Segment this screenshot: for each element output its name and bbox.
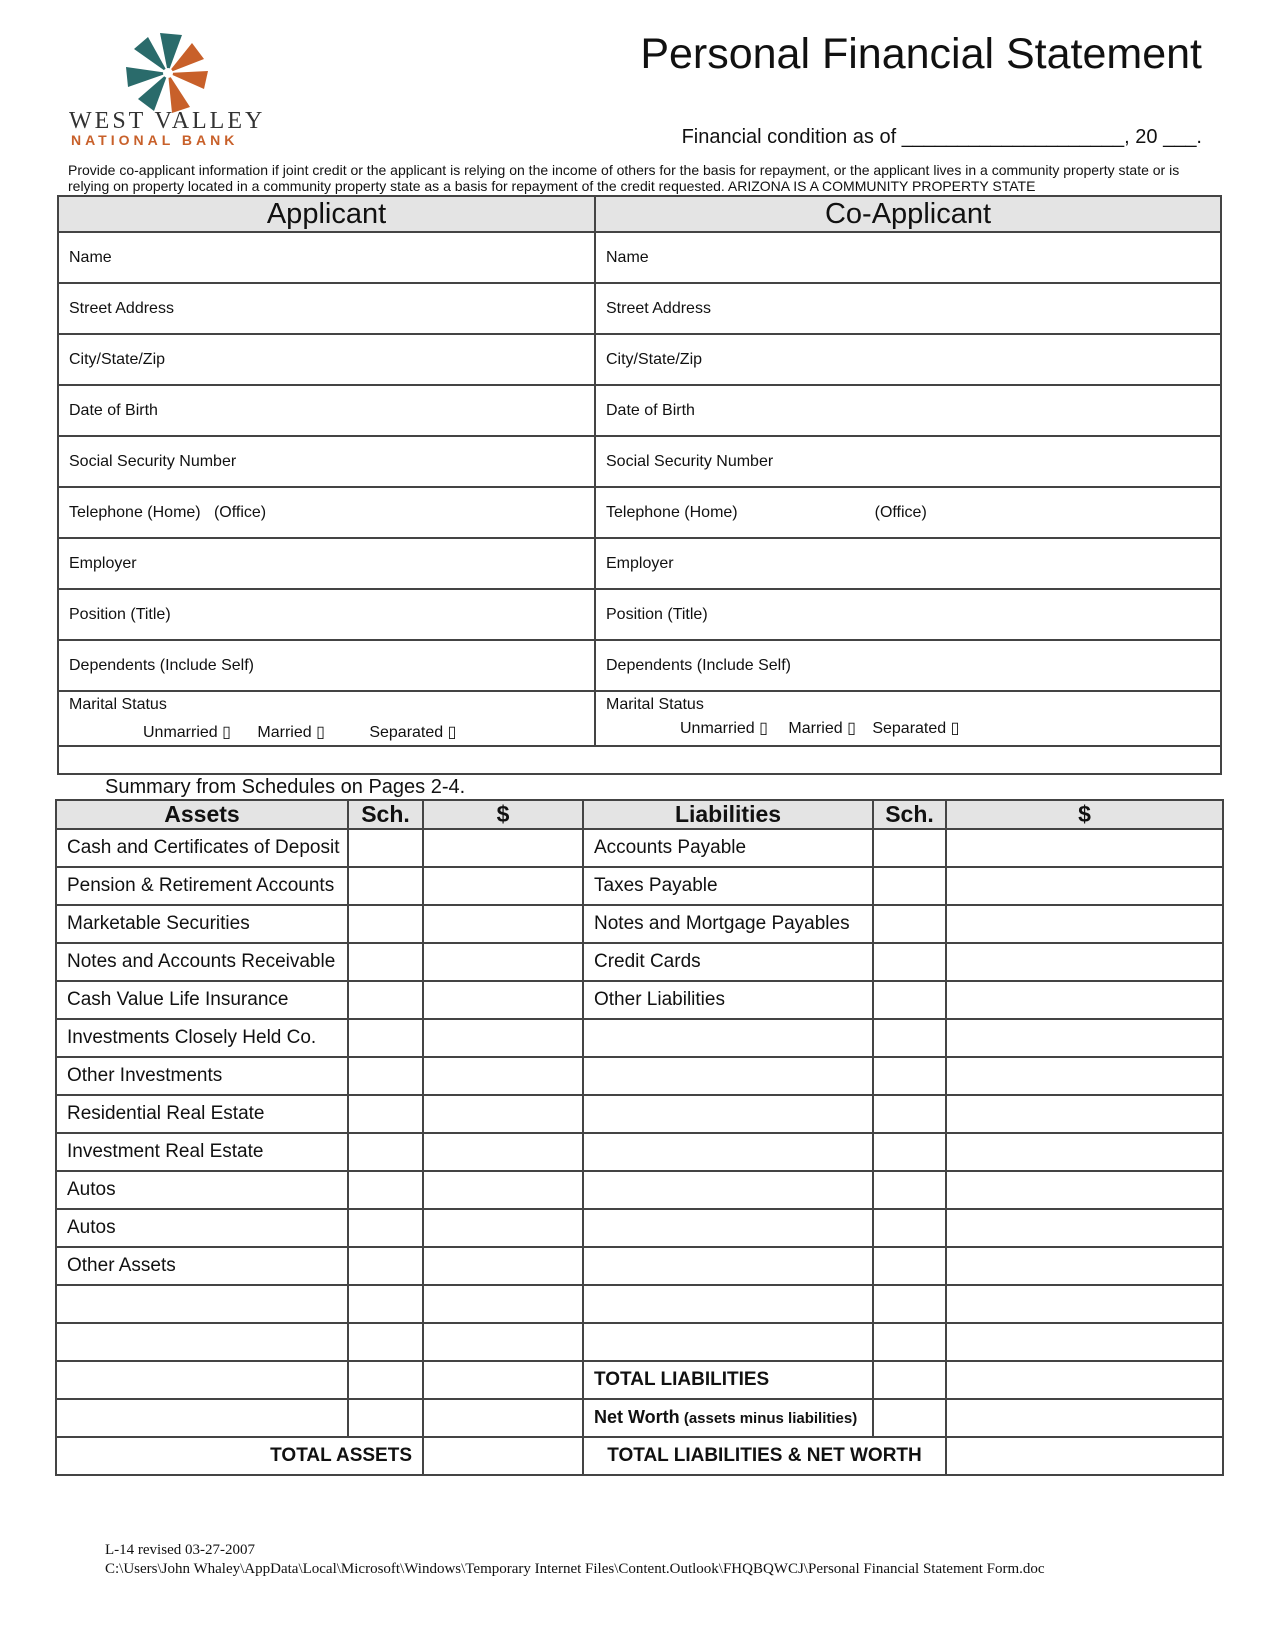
asset-label bbox=[56, 1323, 348, 1361]
logo-line1: WEST VALLEY bbox=[69, 108, 266, 134]
applicant-phone-field[interactable]: Telephone (Home) (Office) bbox=[58, 487, 595, 538]
liability-label: Other Liabilities bbox=[583, 981, 873, 1019]
liability-amount-cell[interactable] bbox=[946, 981, 1223, 1019]
liability-sch-cell[interactable] bbox=[873, 1323, 946, 1361]
asset-label: Cash and Certificates of Deposit bbox=[56, 829, 348, 867]
asset-sch-cell[interactable] bbox=[348, 1019, 423, 1057]
coapplicant-office-label: (Office) bbox=[874, 503, 927, 521]
total-assets-amount[interactable] bbox=[423, 1437, 583, 1475]
liability-sch-cell[interactable] bbox=[873, 1019, 946, 1057]
asset-label: Notes and Accounts Receivable bbox=[56, 943, 348, 981]
intro-paragraph: Provide co-applicant information if joint credit or the applicant is relying on the income of others for the basis for repayment, or the applicant lives in a community property state or is relying on property located in a community property state as a basis for repayment of the credit requested. ARIZONA IS A COMMUNITY PROPERTY STATE bbox=[68, 162, 1180, 194]
applicant-position-field[interactable]: Position (Title) bbox=[58, 589, 595, 640]
liability-label bbox=[583, 1019, 873, 1057]
asset-sch-cell[interactable] bbox=[348, 981, 423, 1019]
liability-sch-cell[interactable] bbox=[873, 867, 946, 905]
asset-amount-cell[interactable] bbox=[423, 1209, 583, 1247]
asset-sch-cell[interactable] bbox=[348, 829, 423, 867]
table-row bbox=[56, 1209, 1223, 1247]
applicant-ssn-field[interactable]: Social Security Number bbox=[58, 436, 595, 487]
liability-label: Accounts Payable bbox=[583, 829, 873, 867]
asset-amount-cell[interactable] bbox=[423, 1095, 583, 1133]
page-title: Personal Financial Statement bbox=[640, 30, 1202, 78]
table-row bbox=[56, 829, 1223, 867]
liability-amount-cell[interactable] bbox=[946, 1247, 1223, 1285]
coapplicant-married-checkbox[interactable]: Married ▯ bbox=[788, 720, 856, 737]
asset-label: Pension & Retirement Accounts bbox=[56, 867, 348, 905]
total-liabilities-label: TOTAL LIABILITIES bbox=[583, 1361, 873, 1399]
liability-sch-cell[interactable] bbox=[873, 1361, 946, 1399]
asset-amount-cell[interactable] bbox=[423, 943, 583, 981]
asset-sch-cell[interactable] bbox=[348, 1285, 423, 1323]
total-liabilities-net-worth-amount[interactable] bbox=[946, 1437, 1223, 1475]
liability-amount-cell[interactable] bbox=[946, 867, 1223, 905]
summary-label: Summary from Schedules on Pages 2-4. bbox=[105, 776, 466, 798]
coapplicant-unmarried-checkbox[interactable]: Unmarried ▯ bbox=[680, 720, 768, 737]
financial-condition-line: Financial condition as of ____________________, 20 ___. bbox=[681, 126, 1202, 148]
asset-label: Residential Real Estate bbox=[56, 1095, 348, 1133]
asset-sch-cell[interactable] bbox=[348, 1133, 423, 1171]
coapplicant-separated-checkbox[interactable]: Separated ▯ bbox=[872, 720, 960, 737]
asset-amount-cell[interactable] bbox=[423, 829, 583, 867]
liability-amount-cell[interactable] bbox=[946, 943, 1223, 981]
liability-amount-cell[interactable] bbox=[946, 1133, 1223, 1171]
totals-row bbox=[56, 1437, 1223, 1475]
asset-sch-cell[interactable] bbox=[348, 1247, 423, 1285]
assets-dollar-header: $ bbox=[423, 800, 583, 829]
liability-sch-cell[interactable] bbox=[873, 1247, 946, 1285]
table-row bbox=[56, 1171, 1223, 1209]
liability-label bbox=[583, 1171, 873, 1209]
bank-logo bbox=[118, 28, 218, 118]
asset-amount-cell[interactable] bbox=[423, 867, 583, 905]
net-worth-note: (assets minus liabilities) bbox=[679, 1410, 858, 1427]
liability-sch-cell[interactable] bbox=[873, 829, 946, 867]
coapplicant-header: Co-Applicant bbox=[595, 196, 1221, 232]
applicant-dob-field[interactable]: Date of Birth bbox=[58, 385, 595, 436]
total-assets-label: TOTAL ASSETS bbox=[56, 1437, 423, 1475]
table-row bbox=[56, 905, 1223, 943]
net-worth-bold: Net Worth bbox=[594, 1407, 680, 1427]
asset-amount-cell[interactable] bbox=[423, 981, 583, 1019]
logo-line2: NATIONAL BANK bbox=[71, 132, 239, 148]
pinwheel-logo-icon bbox=[118, 28, 218, 118]
asset-amount-cell[interactable] bbox=[423, 1323, 583, 1361]
liability-sch-cell[interactable] bbox=[873, 1399, 946, 1437]
asset-label: Investments Closely Held Co. bbox=[56, 1019, 348, 1057]
liability-sch-cell[interactable] bbox=[873, 1285, 946, 1323]
applicant-dependents-field[interactable]: Dependents (Include Self) bbox=[58, 640, 595, 691]
asset-sch-cell[interactable] bbox=[348, 943, 423, 981]
applicant-marital-cell bbox=[58, 691, 595, 746]
liability-amount-cell[interactable] bbox=[946, 1209, 1223, 1247]
assets-sch-header: Sch. bbox=[348, 800, 423, 829]
asset-amount-cell[interactable] bbox=[423, 1361, 583, 1399]
asset-amount-cell[interactable] bbox=[423, 1171, 583, 1209]
coapplicant-ssn-field[interactable]: Social Security Number bbox=[595, 436, 1221, 487]
asset-sch-cell[interactable] bbox=[348, 905, 423, 943]
asset-sch-cell[interactable] bbox=[348, 1323, 423, 1361]
coapplicant-city-field[interactable]: City/State/Zip bbox=[595, 334, 1221, 385]
liabilities-header: Liabilities bbox=[583, 800, 873, 829]
table-row bbox=[56, 1057, 1223, 1095]
coapplicant-phone-field[interactable] bbox=[595, 487, 1221, 538]
table-row bbox=[56, 1095, 1223, 1133]
liability-amount-cell[interactable] bbox=[946, 1361, 1223, 1399]
footer bbox=[105, 1541, 1045, 1579]
asset-sch-cell[interactable] bbox=[348, 867, 423, 905]
liability-sch-cell[interactable] bbox=[873, 1057, 946, 1095]
applicant-married-checkbox[interactable]: Married ▯ bbox=[257, 724, 325, 741]
liability-sch-cell[interactable] bbox=[873, 1209, 946, 1247]
asset-sch-cell[interactable] bbox=[348, 1171, 423, 1209]
coapplicant-dob-field[interactable]: Date of Birth bbox=[595, 385, 1221, 436]
liability-label: Taxes Payable bbox=[583, 867, 873, 905]
applicant-city-field[interactable]: City/State/Zip bbox=[58, 334, 595, 385]
applicant-employer-field[interactable]: Employer bbox=[58, 538, 595, 589]
assets-header: Assets bbox=[56, 800, 348, 829]
asset-label bbox=[56, 1285, 348, 1323]
asset-amount-cell[interactable] bbox=[423, 1057, 583, 1095]
liability-amount-cell[interactable] bbox=[946, 1095, 1223, 1133]
coapplicant-address-field[interactable]: Street Address bbox=[595, 283, 1221, 334]
coapplicant-home-label: Telephone (Home) bbox=[606, 503, 738, 521]
liability-amount-cell[interactable] bbox=[946, 1399, 1223, 1437]
table-row bbox=[56, 1019, 1223, 1057]
liability-label bbox=[583, 1057, 873, 1095]
liability-label bbox=[583, 1285, 873, 1323]
coapplicant-marital-label: Marital Status bbox=[606, 696, 704, 713]
table-row bbox=[56, 1133, 1223, 1171]
asset-sch-cell[interactable] bbox=[348, 1095, 423, 1133]
liability-amount-cell[interactable] bbox=[946, 1171, 1223, 1209]
liability-amount-cell[interactable] bbox=[946, 905, 1223, 943]
liability-amount-cell[interactable] bbox=[946, 829, 1223, 867]
liability-sch-cell[interactable] bbox=[873, 943, 946, 981]
coapplicant-employer-field[interactable]: Employer bbox=[595, 538, 1221, 589]
file-path: C:\Users\John Whaley\AppData\Local\Microsoft\Windows\Temporary Internet Files\Content.Outlook\FHQBQWCJ\Personal Financial Statement Form.doc bbox=[105, 1561, 1045, 1577]
liability-sch-cell[interactable] bbox=[873, 1133, 946, 1171]
liability-sch-cell[interactable] bbox=[873, 981, 946, 1019]
asset-sch-cell[interactable] bbox=[348, 1057, 423, 1095]
table-row bbox=[56, 867, 1223, 905]
liability-label bbox=[583, 1133, 873, 1171]
asset-label: Investment Real Estate bbox=[56, 1133, 348, 1171]
asset-sch-cell[interactable] bbox=[348, 1361, 423, 1399]
asset-sch-cell[interactable] bbox=[348, 1399, 423, 1437]
liability-label bbox=[583, 1209, 873, 1247]
liability-sch-cell[interactable] bbox=[873, 1095, 946, 1133]
asset-amount-cell[interactable] bbox=[423, 1133, 583, 1171]
net-worth-label bbox=[583, 1399, 873, 1437]
asset-amount-cell[interactable] bbox=[423, 1247, 583, 1285]
applicant-separated-checkbox[interactable]: Separated ▯ bbox=[369, 724, 457, 741]
table-row bbox=[56, 1361, 1223, 1399]
coapplicant-position-field[interactable]: Position (Title) bbox=[595, 589, 1221, 640]
asset-label bbox=[56, 1399, 348, 1437]
liability-label: Credit Cards bbox=[583, 943, 873, 981]
coapplicant-name-field[interactable]: Name bbox=[595, 232, 1221, 283]
summary-table bbox=[55, 799, 1224, 1476]
liability-label bbox=[583, 1095, 873, 1133]
asset-label: Marketable Securities bbox=[56, 905, 348, 943]
liability-amount-cell[interactable] bbox=[946, 1057, 1223, 1095]
blank-row bbox=[58, 746, 1221, 774]
coapplicant-dependents-field[interactable]: Dependents (Include Self) bbox=[595, 640, 1221, 691]
liability-amount-cell[interactable] bbox=[946, 1323, 1223, 1361]
asset-amount-cell[interactable] bbox=[423, 1285, 583, 1323]
liability-amount-cell[interactable] bbox=[946, 1285, 1223, 1323]
table-row bbox=[56, 1247, 1223, 1285]
applicant-marital-label: Marital Status bbox=[69, 696, 167, 713]
liability-sch-cell[interactable] bbox=[873, 1171, 946, 1209]
total-liabilities-net-worth-label: TOTAL LIABILITIES & NET WORTH bbox=[583, 1437, 946, 1475]
asset-label: Cash Value Life Insurance bbox=[56, 981, 348, 1019]
applicant-name-field[interactable]: Name bbox=[58, 232, 595, 283]
asset-amount-cell[interactable] bbox=[423, 905, 583, 943]
liability-label bbox=[583, 1247, 873, 1285]
asset-amount-cell[interactable] bbox=[423, 1399, 583, 1437]
asset-sch-cell[interactable] bbox=[348, 1209, 423, 1247]
liability-amount-cell[interactable] bbox=[946, 1019, 1223, 1057]
coapplicant-marital-cell bbox=[595, 691, 1221, 746]
table-row bbox=[56, 943, 1223, 981]
table-row bbox=[56, 1323, 1223, 1361]
liability-label: Notes and Mortgage Payables bbox=[583, 905, 873, 943]
applicant-table bbox=[57, 195, 1222, 775]
liabilities-dollar-header: $ bbox=[946, 800, 1223, 829]
applicant-address-field[interactable]: Street Address bbox=[58, 283, 595, 334]
liability-label bbox=[583, 1323, 873, 1361]
asset-label: Autos bbox=[56, 1209, 348, 1247]
liabilities-sch-header: Sch. bbox=[873, 800, 946, 829]
liability-sch-cell[interactable] bbox=[873, 905, 946, 943]
table-row bbox=[56, 981, 1223, 1019]
asset-label: Other Assets bbox=[56, 1247, 348, 1285]
asset-label: Other Investments bbox=[56, 1057, 348, 1095]
asset-label: Autos bbox=[56, 1171, 348, 1209]
applicant-unmarried-checkbox[interactable]: Unmarried ▯ bbox=[143, 724, 231, 741]
table-row bbox=[56, 1285, 1223, 1323]
table-row bbox=[56, 1399, 1223, 1437]
applicant-header: Applicant bbox=[58, 196, 595, 232]
asset-amount-cell[interactable] bbox=[423, 1019, 583, 1057]
asset-label bbox=[56, 1361, 348, 1399]
revision-note: L-14 revised 03-27-2007 bbox=[105, 1542, 255, 1558]
